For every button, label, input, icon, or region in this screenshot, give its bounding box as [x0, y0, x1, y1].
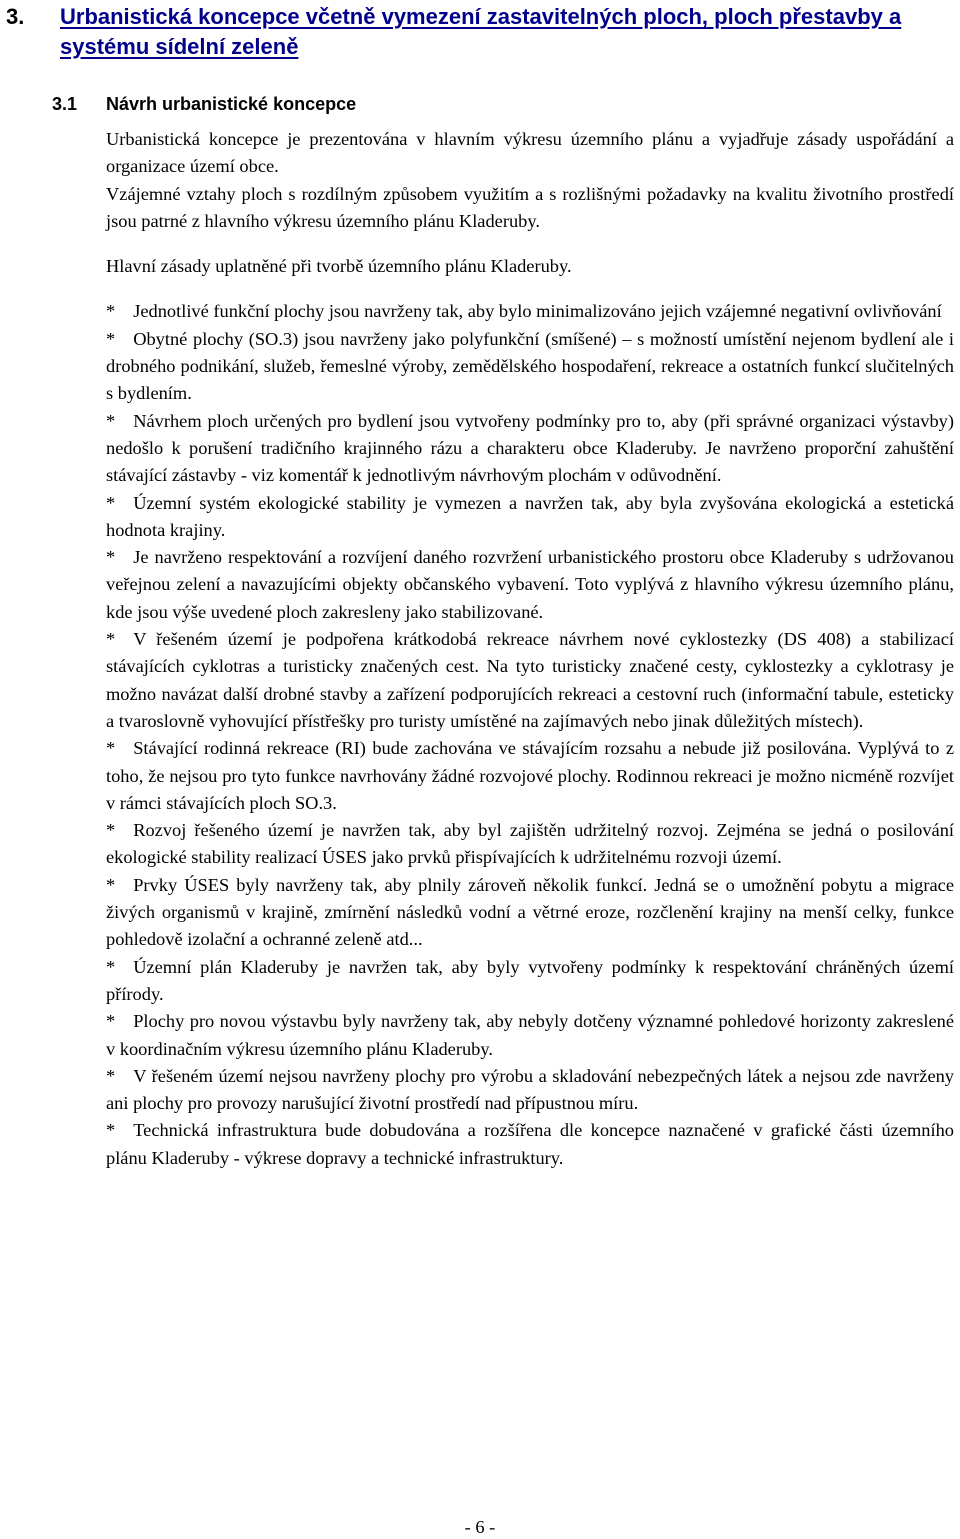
- bullet-text: Územní systém ekologické stability je vymezen a navržen tak, aby byla zvyšována ekologická a estetická hodnota krajiny.: [106, 492, 954, 540]
- bullet-item: [106, 735, 954, 817]
- section-title: Návrh urbanistické koncepce: [106, 94, 357, 114]
- bullet-marker: *: [106, 1011, 116, 1032]
- bullet-marker: *: [106, 328, 116, 349]
- bullet-text: Jednotlivé funkční plochy jsou navrženy tak, aby bylo minimalizováno jejich vzájemné negativní ovlivňování: [133, 301, 942, 322]
- bullet-item: [106, 817, 954, 872]
- bullet-item: [106, 408, 954, 490]
- bullet-text: Stávající rodinná rekreace (RI) bude zachována ve stávajícím rozsahu a nebude již posilována. Vyplývá to z toho, že nejsou pro tyto funkce navrhovány žádné rozvojové plochy. Rodinnou rekreaci je možno nicméně rozvíjet v rámci stávajících ploch SO.3.: [106, 738, 954, 813]
- bullet-text: Územní plán Kladeruby je navržen tak, aby byly vytvořeny podmínky k respektování chráněných území přírody.: [106, 956, 954, 1004]
- bullet-text: Plochy pro novou výstavbu byly navrženy tak, aby nebyly dotčeny významné pohledové horizonty zakreslené v koordinačním výkresu územního plánu Kladeruby.: [106, 1011, 954, 1059]
- section-heading: [52, 91, 357, 117]
- bullet-item: [106, 298, 954, 325]
- page-number: - 6 -: [464, 1517, 496, 1537]
- bullet-item: [106, 490, 954, 545]
- principles-heading: Hlavní zásady uplatněné při tvorbě územního plánu Kladeruby.: [106, 256, 572, 277]
- bullet-marker: *: [106, 738, 116, 759]
- bullet-text: Technická infrastruktura bude dobudována a rozšířena dle koncepce naznačené v grafické části územního plánu Kladeruby - výkrese dopravy a technické infrastruktury.: [106, 1120, 954, 1168]
- intro-paragraph: Urbanistická koncepce je prezentována v hlavním výkresu územního plánu a vyjadřuje zásady uspořádání a organizace území obce.: [106, 129, 954, 177]
- bullet-text: V řešeném území nejsou navrženy plochy pro výrobu a skladování nebezpečných látek a nejsou zde navrženy ani plochy pro provozy narušující životní prostředí nad přípustnou míru.: [106, 1065, 954, 1114]
- bullet-marker: *: [106, 492, 116, 513]
- bullet-text: V řešeném území je podpořena krátkodobá rekreace návrhem nové cyklostezky (DS 408) a stabilizací stávajících cyklotras a turisticky značených cest. Na tyto turisticky značené cesty, cyklostezky a cyklotrasy je možno navázat další drobné stavby a zařízení podporujících rekreaci a cestovní ruch (informační tabule, esteticky a tvaroslovně vyhovující přístřešky pro turisty umístěné na zajímavých nebo jinak důležitých místech).: [106, 629, 954, 731]
- document-body: [106, 126, 954, 1172]
- bullet-marker: *: [106, 301, 116, 322]
- bullet-item: [106, 1063, 954, 1118]
- bullet-marker: *: [106, 1065, 116, 1086]
- bullet-item: [106, 1008, 954, 1063]
- bullet-marker: *: [106, 820, 116, 841]
- bullet-item: [106, 544, 954, 626]
- section-number: 3.1: [52, 94, 78, 114]
- bullet-item: [106, 954, 954, 1009]
- paragraph-spacer: [106, 235, 954, 253]
- bullet-marker: *: [106, 1120, 116, 1141]
- bullet-text: Je navrženo respektování a rozvíjení daného rozvržení urbanistického prostoru obce Kladeruby s udržovanou veřejnou zelení a navazujícími objekty občanského vybavení. Toto vyplývá z hlavního výkresu územního plánu, kde jsou výše uvedené ploch zakresleny jako stabilizované.: [106, 547, 954, 622]
- bullet-marker: *: [106, 629, 116, 650]
- bullet-text: Návrhem ploch určených pro bydlení jsou vytvořeny podmínky pro to, aby (při správné organizaci výstavby) nedošlo k porušení tradičního krajinného rázu a charakteru obce Kladeruby. Je navrženo proporční zahuštění stávající zástavby - viz komentář k jednotlivým návrhovým plochám v odůvodnění.: [106, 410, 954, 486]
- chapter-title: Urbanistická koncepce včetně vymezení zastavitelných ploch, ploch přestavby a systému sídelní zeleně: [60, 4, 902, 59]
- paragraph-spacer: [106, 280, 954, 298]
- bullet-text: Obytné plochy (SO.3) jsou navrženy jako polyfunkční (smíšené) – s možností umístění nejenom bydlení ale i drobného podnikání, služeb, řemeslné výroby, zemědělského hospodaření, rekreace a ostatních funkcí slučitelných s bydlením.: [106, 328, 954, 404]
- bullet-marker: *: [106, 547, 116, 568]
- bullet-text: Rozvoj řešeného území je navržen tak, aby byl zajištěn udržitelný rozvoj. Zejména se jedná o posilování ekologické stability realizací ÚSES jako prvků přispívajících k udržitelnému rozvoji území.: [106, 820, 954, 868]
- bullet-item: [106, 1117, 954, 1172]
- bullet-item: [106, 872, 954, 954]
- chapter-number: 3.: [6, 4, 25, 29]
- bullet-marker: *: [106, 956, 116, 977]
- bullet-item: [106, 326, 954, 408]
- bullet-item: [106, 626, 954, 735]
- intro-paragraph: Vzájemné vztahy ploch s rozdílným způsobem využitím a s rozlišnými požadavky na kvalitu životního prostředí jsou patrné z hlavního výkresu územního plánu Kladeruby.: [106, 183, 954, 231]
- bullet-marker: *: [106, 410, 116, 431]
- bullet-text: Prvky ÚSES byly navrženy tak, aby plnily zároveň několik funkcí. Jedná se o umožnění pobytu a migrace živých organismů v krajině, zmírnění následků vodní a větrné eroze, rozčlenění krajiny na menší celky, funkce pohledově izolační a ochranné zeleně atd...: [106, 874, 954, 950]
- bullet-marker: *: [106, 874, 116, 895]
